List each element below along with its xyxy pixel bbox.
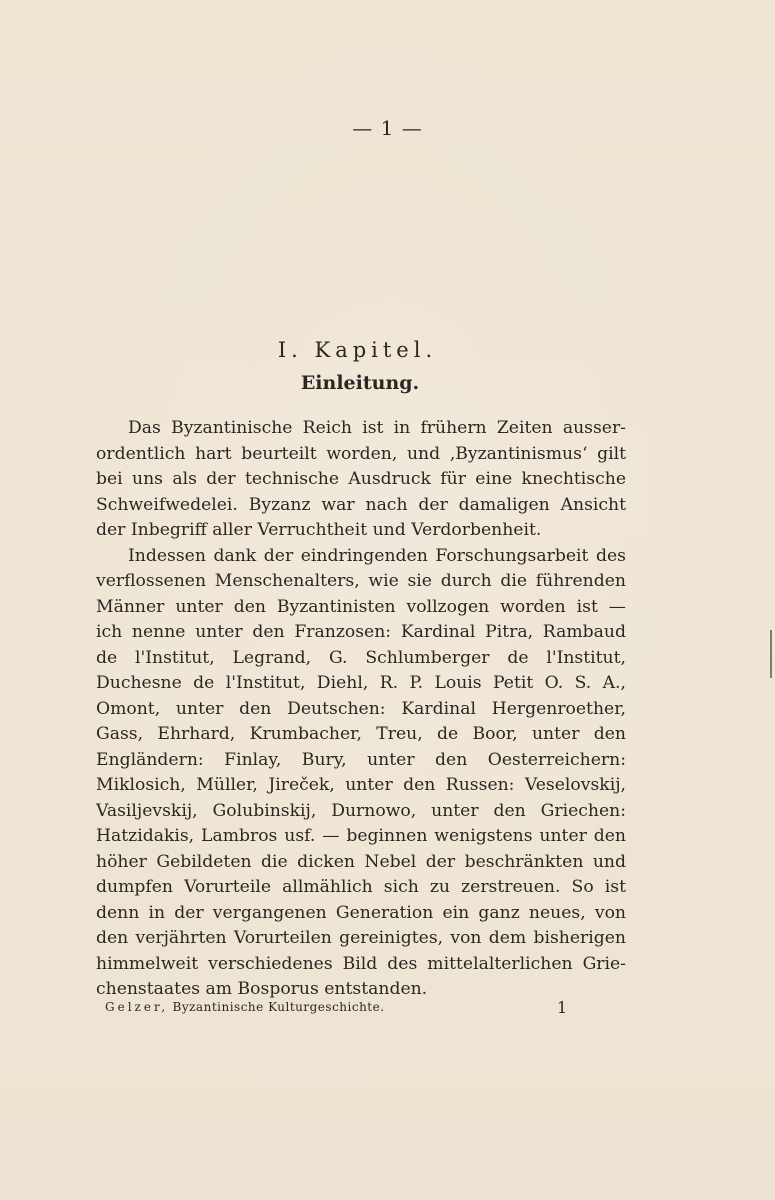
text-line: de l'Institut, Legrand, G. Schlumberger de l'Institut, bbox=[96, 647, 626, 668]
text-line: höher Gebildeten die dicken Nebel der beschränkten und bbox=[96, 851, 626, 872]
text-line: ich nenne unter den Franzosen: Kardinal Pitra, Rambaud bbox=[96, 622, 626, 642]
text-line: der Inbegriff aller Verruchtheit und Verdorbenheit. bbox=[96, 520, 542, 540]
text-line: himmelweit verschiedenes Bild des mittelalterlichen Grie- bbox=[96, 953, 626, 974]
text-line: Hatzidakis, Lambros usf. — beginnen wenigstens unter den bbox=[96, 826, 626, 846]
footer-author: Gelzer, bbox=[105, 1000, 169, 1014]
text-line: chenstaates am Bosporus entstanden. bbox=[96, 979, 428, 999]
text-line: Das Byzantinische Reich ist in frühern Zeiten ausser- bbox=[128, 418, 626, 438]
body-text bbox=[96, 416, 626, 1003]
text-line: ordentlich hart beurteilt worden, und ‚Byzantinismus‘ gilt bbox=[96, 443, 626, 464]
text-line: Omont, unter den Deutschen: Kardinal Hergenroether, bbox=[96, 698, 626, 719]
text-line: Duchesne de l'Institut, Diehl, R. P. Louis Petit O. S. A., bbox=[96, 673, 626, 693]
text-line: denn in der vergangenen Generation ein ganz neues, von bbox=[96, 902, 626, 923]
text-line: Vasiljevskij, Golubinskij, Durnowo, unter den Griechen: bbox=[96, 800, 626, 821]
chapter-title: Einleitung. bbox=[300, 372, 420, 394]
text-line: Gass, Ehrhard, Krumbacher, Treu, de Boor, unter den bbox=[96, 724, 626, 744]
page-edge-mark bbox=[770, 630, 772, 678]
text-line: Männer unter den Byzantinisten vollzogen worden ist — bbox=[96, 596, 626, 617]
chapter-heading: I. Kapitel. bbox=[277, 338, 438, 362]
text-line: Engländern: Finlay, Bury, unter den Oesterreichern: bbox=[96, 749, 626, 770]
signature-mark: 1 bbox=[557, 998, 568, 1017]
footer-imprint bbox=[105, 1000, 575, 1014]
text-line: den verjährten Vorurteilen gereinigtes, von dem bisherigen bbox=[96, 928, 626, 948]
text-line: Schweifwedelei. Byzanz war nach der damaligen Ansicht bbox=[96, 494, 626, 515]
text-line: Miklosich, Müller, Jireček, unter den Russen: Veselovskij, bbox=[96, 775, 626, 795]
page-number: — 1 — bbox=[352, 116, 423, 140]
text-line: Indessen dank der eindringenden Forschungsarbeit des bbox=[128, 545, 626, 566]
footer-work-title: Byzantinische Kulturgeschichte. bbox=[172, 1000, 385, 1014]
text-line: dumpfen Vorurteile allmählich sich zu zerstreuen. So ist bbox=[96, 877, 626, 897]
text-line: bei uns als der technische Ausdruck für eine knechtische bbox=[96, 469, 626, 489]
text-line: verflossenen Menschenalters, wie sie durch die führenden bbox=[96, 571, 626, 591]
